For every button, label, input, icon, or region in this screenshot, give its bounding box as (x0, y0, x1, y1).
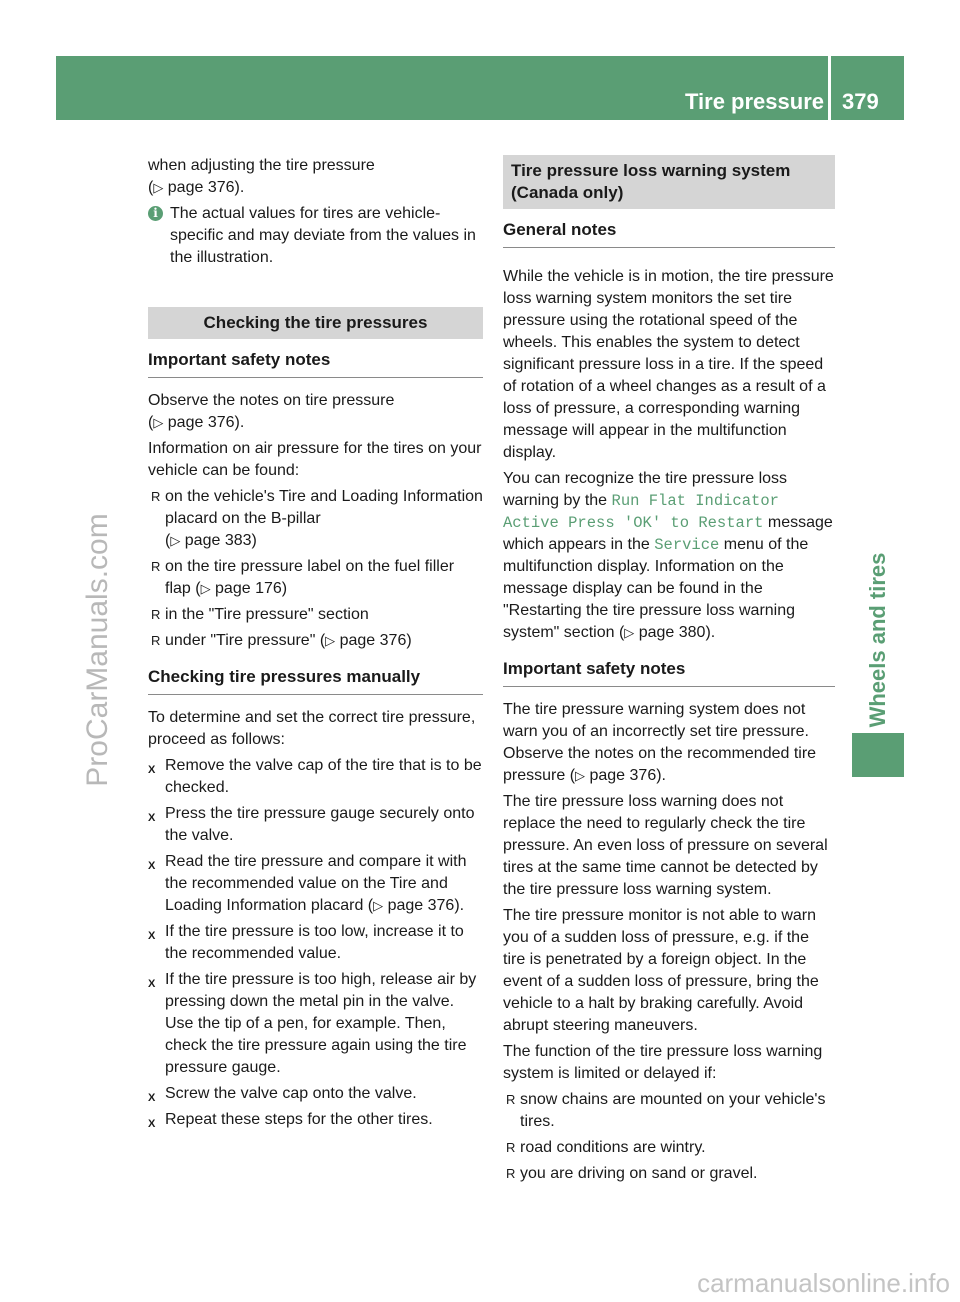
step-item: X If the tire pressure is too high, release air by pressing down the metal pin in the valve. Use the tip of a pen, for example. Then, check the tire pressure again using the tire pressure gauge. (148, 971, 477, 1076)
bullet-icon: R (506, 1166, 516, 1181)
page-ref-link[interactable]: page 383) (184, 532, 257, 549)
left-column (148, 155, 483, 1135)
step-arrow-icon: X (148, 764, 156, 776)
page-ref-arrow-icon: ▷ (170, 533, 181, 548)
step-arrow-icon: X (148, 930, 156, 942)
list-item: R road conditions are wintry. (503, 1137, 835, 1159)
running-title: Tire pressure (684, 89, 824, 114)
step-item: X If the tire pressure is too low, increase it to the recommended value. (148, 923, 464, 962)
step-item: X Remove the valve cap of the tire that is to be checked. (148, 757, 482, 796)
display-message: Run Flat Indicator Active Press 'OK' to Restart (503, 492, 779, 532)
chapter-tab (852, 733, 904, 777)
safety-paragraph-2: The tire pressure loss warning does not replace the need to regularly check the tire pressure. An even loss of pressure on several tires at the same time cannot be detected by the tire pressure loss warning system. (503, 793, 828, 898)
page-ref-link[interactable]: page 380). (638, 624, 716, 641)
list-item: R you are driving on sand or gravel. (503, 1163, 835, 1185)
chapter-label: Wheels and tires (865, 552, 890, 728)
info-icon: i (148, 206, 163, 221)
step-arrow-icon: X (148, 812, 156, 824)
right-column (503, 155, 835, 1189)
list-item: R under "Tire pressure" (▷ page 376) (148, 630, 483, 652)
safety-heading-right: Important safety notes (503, 658, 835, 687)
header-divider (828, 56, 831, 120)
step-item: X Press the tire pressure gauge securely onto the valve. (148, 805, 475, 844)
section-title-checking: Checking the tire pressures (148, 307, 483, 339)
list-item: R snow chains are mounted on your vehicle's tires. (506, 1091, 826, 1130)
bullet-icon: R (151, 607, 161, 622)
list-item: R on the tire pressure label on the fuel filler flap (▷ page 176) (151, 558, 455, 597)
watermark-bottom: carmanualsonline.info (697, 1268, 950, 1298)
manual-check-heading: Checking tire pressures manually (148, 666, 483, 695)
bullet-icon: R (151, 633, 161, 648)
safety-heading: Important safety notes (148, 349, 483, 378)
bullet-icon: R (151, 489, 161, 504)
info-note (148, 203, 483, 269)
general-paragraph-1: While the vehicle is in motion, the tire pressure loss warning system monitors the set tire pressure using the rotational speed of the wheels. This enables the system to detect significant pressure loss in a tire. If the speed of rotation of a wheel changes as a result of a loss of pressure, a corresponding warning message will appear in the multifunction display. (503, 268, 834, 461)
general-paragraph-2: You can recognize the tire pressure loss warning by the Run Flat Indicator Active Press 'OK' to Restart message which appears in the Service menu of the multifunction display. Information on the message display can be found in the "Restarting the tire pressure loss warning system" section (▷ page 380). (503, 470, 833, 641)
service-menu-name: Service (654, 536, 720, 554)
info-text: The actual values for tires are vehicle-specific and may deviate from the values in the illustration. (170, 205, 476, 266)
page-ref-arrow-icon: ▷ (153, 180, 164, 195)
step-arrow-icon: X (148, 860, 156, 872)
manual-intro: To determine and set the correct tire pressure, proceed as follows: (148, 709, 476, 748)
step-item: X Repeat these steps for the other tires. (148, 1109, 483, 1131)
step-arrow-icon: X (148, 978, 156, 990)
list-item: R in the "Tire pressure" section (148, 604, 483, 626)
page-ref-link[interactable]: page 376). (167, 179, 245, 196)
page-ref-arrow-icon: ▷ (153, 415, 164, 430)
bullet-icon: R (151, 559, 161, 574)
safety-paragraph-4: The function of the tire pressure loss warning system is limited or delayed if: (503, 1043, 823, 1082)
intro-paragraph: when adjusting the tire pressure (▷ page 376). (148, 157, 375, 196)
safety-paragraph-1: Observe the notes on tire pressure (▷ page 376). (148, 392, 395, 431)
step-item: X Screw the valve cap onto the valve. (148, 1083, 483, 1105)
page-ref-link[interactable]: page 376) (339, 632, 412, 649)
page-ref-link[interactable]: page 376). (589, 767, 666, 784)
page-ref-arrow-icon: ▷ (624, 625, 635, 640)
step-arrow-icon: X (148, 1092, 156, 1104)
page-ref-arrow-icon: ▷ (373, 898, 384, 913)
section-title-loss-warning: Tire pressure loss warning system (Canada only) (503, 155, 835, 209)
step-arrow-icon: X (148, 1118, 156, 1130)
page-ref-link[interactable]: page 376). (387, 897, 465, 914)
safety-paragraph-1: The tire pressure warning system does not warn you of an incorrectly set tire pressure. Observe the notes on the recommended tire pressure (▷ page 376). (503, 701, 817, 784)
bullet-icon: R (506, 1092, 516, 1107)
page-ref-link[interactable]: page 176) (215, 580, 288, 597)
watermark-side: ProCarManuals.com (81, 513, 114, 787)
page-ref-arrow-icon: ▷ (200, 581, 211, 596)
general-notes-heading: General notes (503, 219, 835, 248)
step-item: X Read the tire pressure and compare it with the recommended value on the Tire and Loading Information placard (▷ page 376). (148, 853, 467, 914)
page-ref-arrow-icon: ▷ (325, 633, 336, 648)
bullet-icon: R (506, 1140, 516, 1155)
safety-paragraph-2: Information on air pressure for the tires on your vehicle can be found: (148, 440, 482, 479)
list-item: R on the vehicle's Tire and Loading Information placard on the B-pillar (▷ page 383) (151, 488, 483, 549)
page-ref-link[interactable]: page 376). (167, 414, 245, 431)
page-number: 379 (842, 89, 879, 114)
page-ref-arrow-icon: ▷ (575, 768, 586, 783)
safety-paragraph-3: The tire pressure monitor is not able to warn you of a sudden loss of pressure, e.g. if the tire is penetrated by a foreign object. In the event of a sudden loss of pressure, bring the vehicle to a halt by braking carefully. Avoid abrupt steering maneuvers. (503, 907, 819, 1034)
